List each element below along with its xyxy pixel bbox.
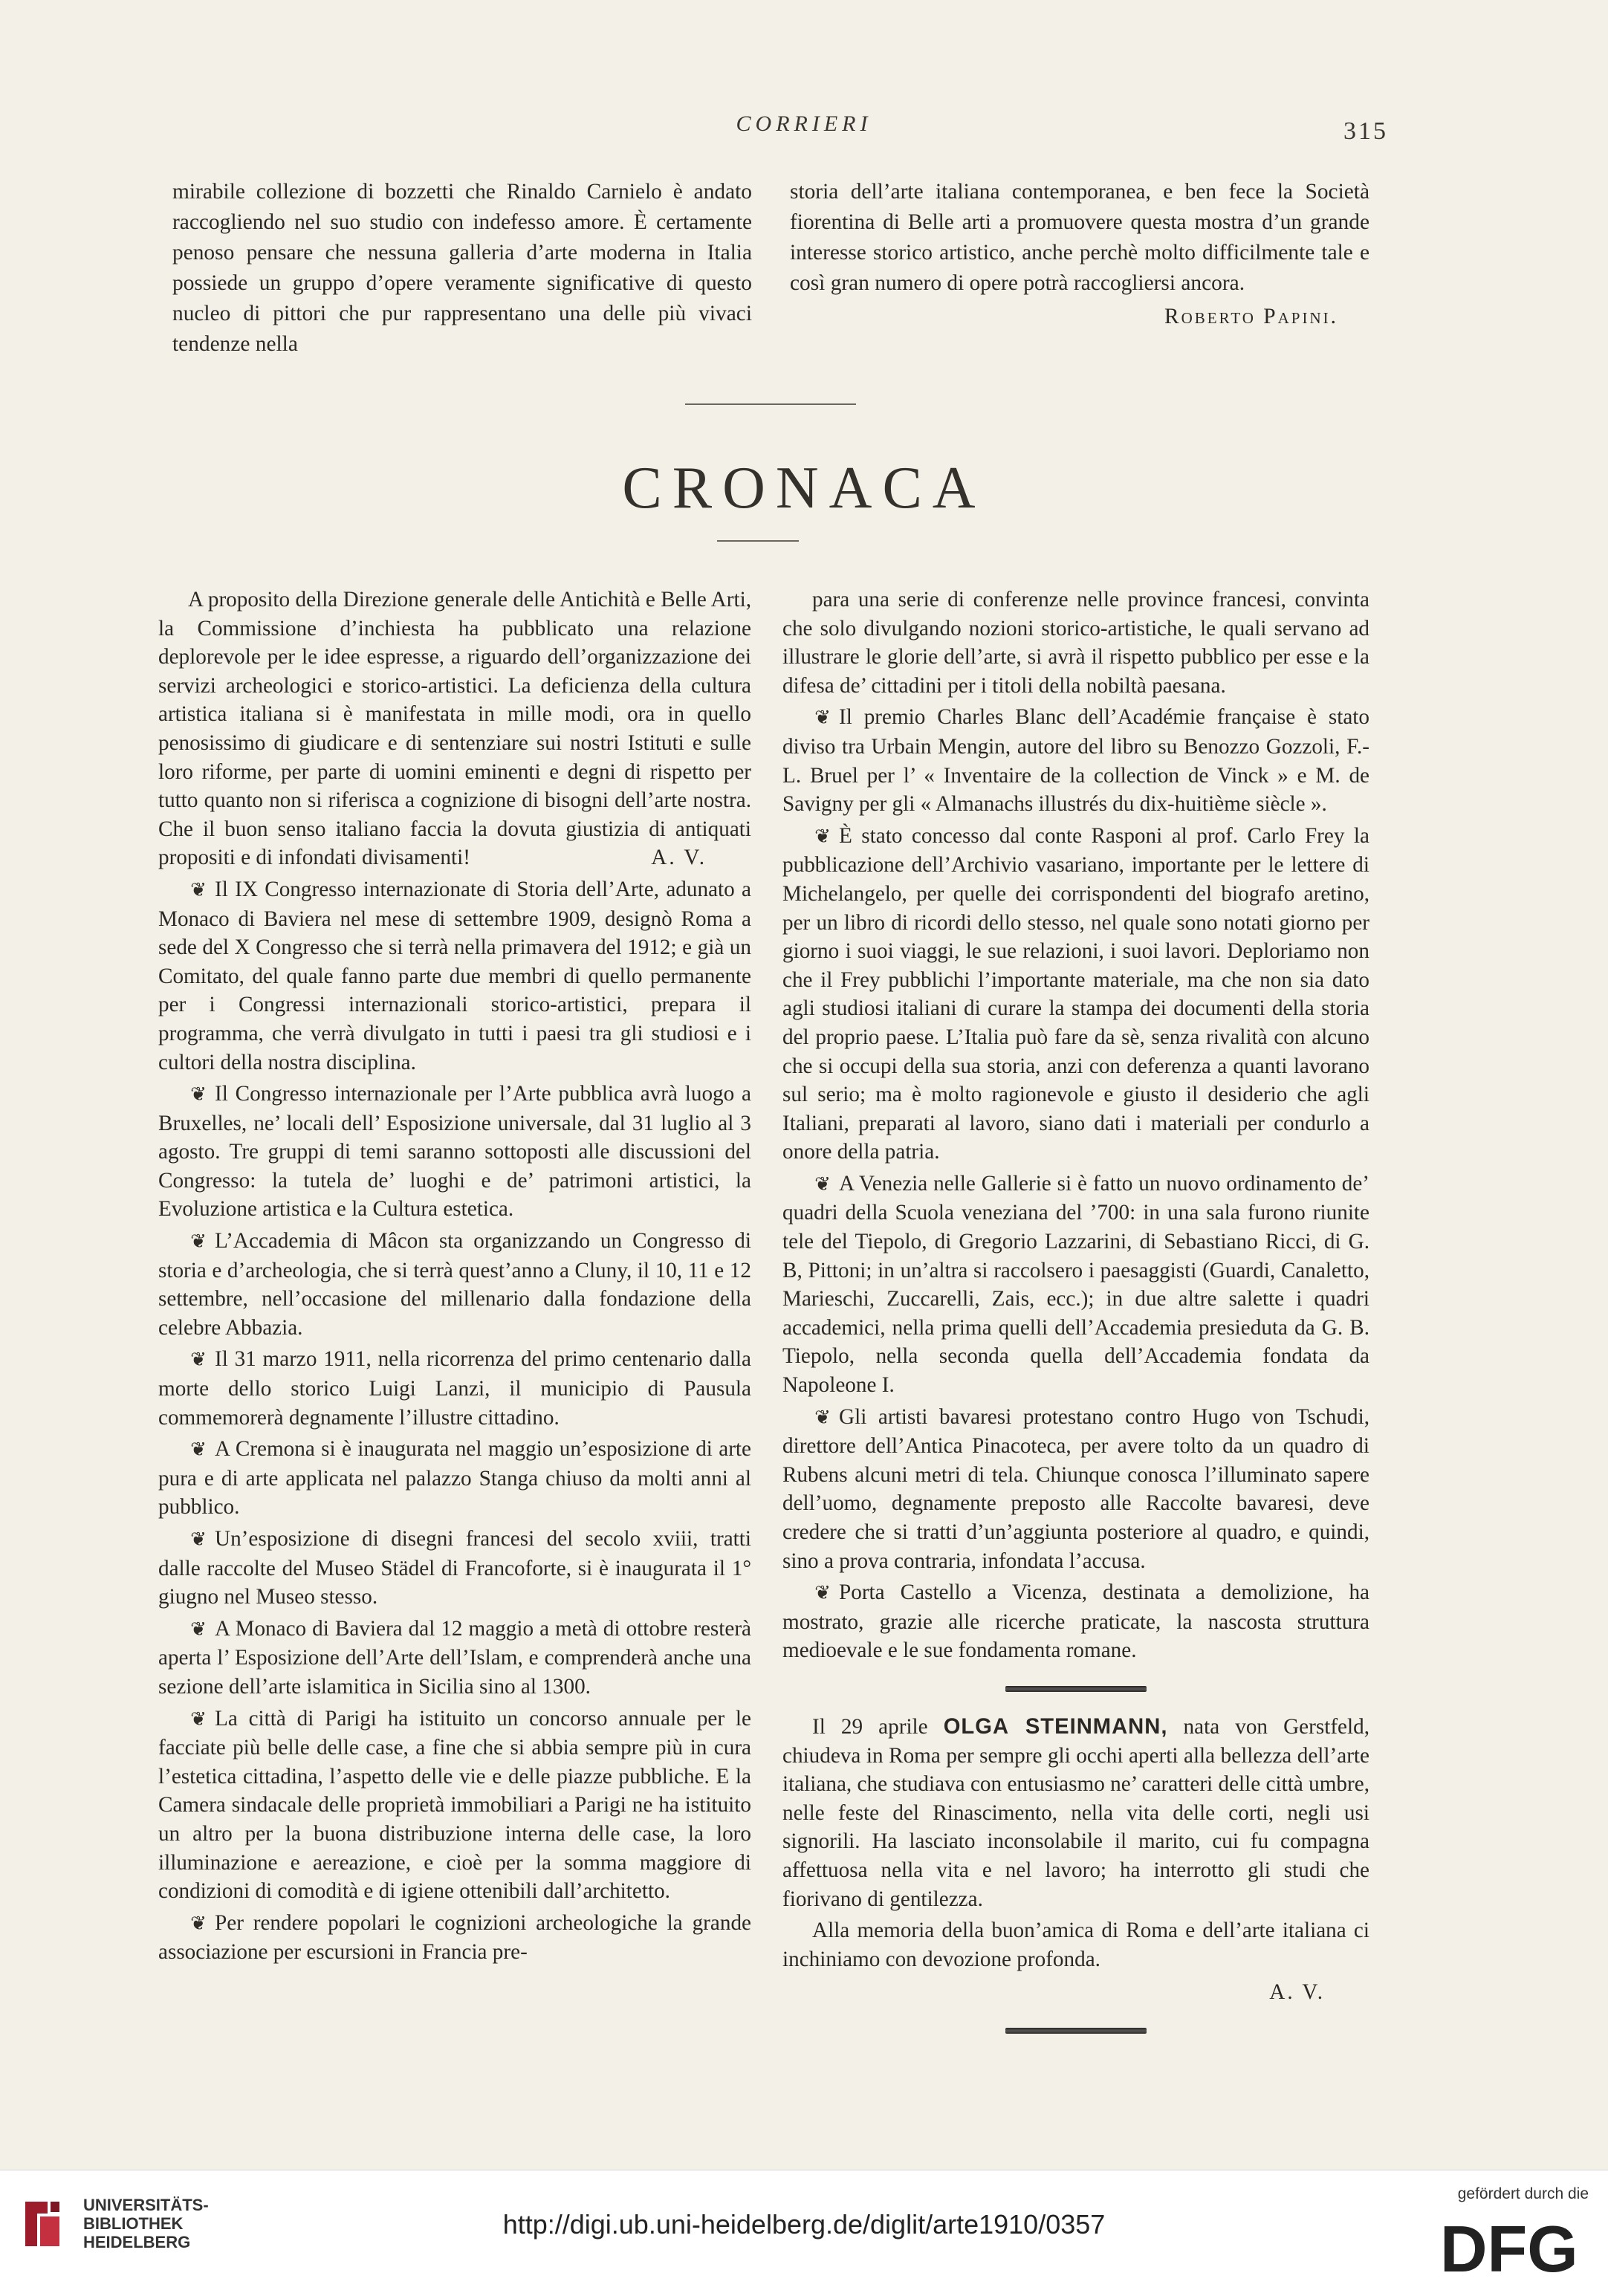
- news-text: A proposito della Direzione generale delle Antichità e Belle Arti, la Commissione d’inchiesta ha pubblicato una relazione deplorevole per le idee espresse, a riguardo dell’organizzazione dei servizi archeologici e storico-artistici. La deficienza della cultura artistica italiana si è manifestata in mille modi, ora in quello penosissimo di giudicare e di sentenziare sui nostri Istituti e sulle loro riforme, per parte di uomini eminenti e degni di rispetto per tutto quanto non si riferisca a cognizione di bisogni dell’arte nostra. Che il buon senso italiano faccia la dovuta giustizia di antiquati propositi e di infondati divisamenti!: [158, 588, 751, 870]
- news-text: È stato concesso dal conte Rasponi al prof. Carlo Frey la pubblicazione dell’Archivio vasariano, importante per le lettere di Michelangelo, per quelle dei corrispondenti del biografo aretino, per un libro di ricordi dello stesso, nel quale sono notati giorno per giorno i suoi viaggi, le sue relazioni, i suoi lavori. Deploriamo non che il Frey pubblichi l’importante materiale, ma che non sia dato agli studiosi italiani di curare la stampa dei documenti della storia del proprio paese. L’Italia può fare da sè, senza rivalità con alcuno che si occupi della sua storia, anzi con deferenza a quanti lavorano sul serio; ma è molto ragionevole e giusto il desiderio che agli Italiani, preparati al lavoro, siano dati i materiali per condurlo a onore della patria.: [782, 823, 1369, 1164]
- news-text: Gli artisti bavaresi protestano contro Hugo von Tschudi, direttore dell’Antica Pinacoteca, per avere tolto da un quadro di Rubens alcuni metri di tela. Chiunque conosca l’illuminato sapere dell’uomo, degnamente preposto alle Raccolte bavaresi, deve credere che si tratti d’un’aggiunta posteriore al quadro, e quindi, sino a prova contraria, infondata l’accusa.: [782, 1404, 1369, 1573]
- news-text: L’Accademia di Mâcon sta organizzando un Congresso di storia e d’archeologia, che si terrà quest’anno a Cluny, il 10, 11 e 12 settembre, nell’occasione del millenario dalla fondazione della celebre Abbazia.: [158, 1229, 751, 1340]
- obituary-name: OLGA STEINMANN,: [943, 1714, 1168, 1739]
- news-text: Per rendere popolari le cognizioni archeologiche la grande associazione per escursioni in Francia pre-: [158, 1910, 751, 1965]
- news-paragraph: [782, 586, 1369, 700]
- fleuron-ornament-icon: ❦: [190, 1618, 207, 1640]
- paragraph: mirabile collezione di bozzetti che Rinaldo Carnielo è andato raccogliendo nel suo studio con indefesso amore. È certamente penoso pensare che nessuna galleria d’arte moderna in Italia possiede un gruppo d’opere veramente significative di questo nucleo di pittori che pur rappresentano una delle più vivaci tendenze nella: [172, 180, 752, 356]
- fleuron-ornament-icon: ❦: [190, 878, 207, 901]
- news-text: A Cremona si è inaugurata nel maggio un’esposizione di arte pura e di arte applicata nel palazzo Stanga chiuso da molti anni al pubblico.: [158, 1437, 751, 1520]
- ornamental-divider: [1005, 1686, 1147, 1692]
- news-text: A Monaco di Baviera dal 12 maggio a metà di ottobre resterà aperta l’ Esposizione dell’Arte dell’Islam, e comprenderà anche una sezione dell’arte islamitica in Sicilia sino al 1300.: [158, 1616, 751, 1699]
- obituary-closing: Alla memoria della buon’amica di Roma e dell’arte italiana ci inchiniamo con devozione profonda.: [782, 1919, 1369, 1971]
- fleuron-ornament-icon: ❦: [190, 1528, 207, 1550]
- news-paragraph: [782, 822, 1369, 1167]
- news-paragraph: [782, 1403, 1369, 1576]
- dfg-logo-icon: [1440, 2215, 1589, 2277]
- fleuron-ornament-icon: ❦: [814, 707, 831, 729]
- divider-rule: [717, 540, 799, 542]
- library-name-line: BIBLIOTHEK: [83, 2214, 184, 2233]
- library-name-line: HEIDELBERG: [83, 2233, 191, 2251]
- news-text: Il Congresso internazionale per l’Arte pubblica avrà luogo a Bruxelles, ne’ locali dell’ Esposizione universale, dal 31 luglio al 3 agosto. Tre gruppi di temi saranno sottoposti alle discussioni del Congresso: la tutela de’ luoghi e de’ patrimoni artistici, la Evoluzione artistica e la Cultura estetica.: [158, 1082, 751, 1222]
- fleuron-ornament-icon: ❦: [190, 1439, 207, 1461]
- previous-article-left-column: [172, 177, 752, 360]
- previous-article-right-column: [790, 177, 1369, 332]
- fleuron-ornament-icon: ❦: [190, 1708, 207, 1730]
- news-paragraph: [158, 1227, 751, 1342]
- fleuron-ornament-icon: ❦: [814, 1406, 831, 1428]
- news-paragraph: [158, 1435, 751, 1522]
- news-text: Un’esposizione di disegni francesi del secolo xviii, tratti dalle raccolte del Museo Städel di Francoforte, si è inaugurata il 1° giugno nel Museo stesso.: [158, 1527, 751, 1609]
- cronaca-left-column: [158, 586, 751, 1967]
- digitization-footer: [0, 2170, 1608, 2296]
- fleuron-ornament-icon: ❦: [190, 1349, 207, 1371]
- fleuron-ornament-icon: ❦: [190, 1230, 207, 1253]
- news-paragraph: [158, 586, 751, 872]
- news-paragraph: [158, 1909, 751, 1967]
- divider-rule: [685, 403, 856, 405]
- funded-by-label: gefördert durch die: [1457, 2185, 1589, 2202]
- news-text: Porta Castello a Vicenza, destinata a demolizione, ha mostrato, grazie alle ricerche praticate, la nascosta struttura medioevale e le sue fondamenta romane.: [782, 1580, 1369, 1663]
- news-paragraph: [782, 1578, 1369, 1665]
- fleuron-ornament-icon: ❦: [814, 1173, 831, 1195]
- news-text: A Venezia nelle Gallerie si è fatto un nuovo ordinamento de’ quadri della Scuola veneziana del ’700: in una sala furono riunite tele del Tiepolo, di Gregorio Lazzarini, di Sebastiano Ricci, di G. B, Pittoni; in un’altra si raccolsero i paesaggisti (Guardi, Canaletto, Marieschi, Zuccarelli, Zais, ecc.); in due altre salette i quadri accademici, nella prima quelli dell’Accademia presieduta da G. B. Tiepolo, nella seconda quella dell’Accademia fondata da Napoleone I.: [782, 1171, 1369, 1398]
- news-paragraph: [158, 1080, 751, 1224]
- news-paragraph: [158, 1345, 751, 1432]
- news-text: La città di Parigi ha istituito un concorso annuale per le facciate più belle delle case, a fine che si abbia sempre più in cura l’estetica cittadina, l’aspetto delle vie e delle piazze pubbliche. E la Camera sindacale delle proprietà immobiliari a Parigi ne ha istituito un altro per la buona distribuzione interna delle case, la loro illuminazione e aereazione, e cioè per la somma maggiore di condizioni di comodità e di igiene ottenibili dall’architetto.: [158, 1706, 751, 1904]
- news-paragraph: [782, 1170, 1369, 1400]
- obituary-signature: A. V.: [1269, 1980, 1325, 2005]
- paragraph-signature: A. V.: [651, 846, 707, 870]
- fleuron-ornament-icon: ❦: [190, 1912, 207, 1934]
- fleuron-ornament-icon: ❦: [814, 1582, 831, 1604]
- news-text: Il IX Congresso internazionate di Storia dell’Arte, adunato a Monaco di Baviera nel mese di settembre 1909, designò Roma a sede del X Congresso che si terrà nella primavera del 1912; e già un Comitato, del quale fanno parte due membri di quello permanente per i Congressi internazionali storico-artistici, prepara il programma, che verrà divulgato in tutti i paesi tra gli studiosi e i cultori della nostra disciplina.: [158, 877, 751, 1074]
- news-paragraph: [158, 1525, 751, 1612]
- page-number: 315: [1343, 117, 1388, 145]
- paragraph: storia dell’arte italiana contemporanea, e ben fece la Società fiorentina di Belle arti a promuovere questa mostra d’un grande interesse storico artistico, anche perchè molto difficilmente tale e così gran numero di opere potrà raccogliersi ancora.: [790, 180, 1369, 295]
- library-name-line: UNIVERSITÄTS-: [83, 2196, 209, 2214]
- fleuron-ornament-icon: ❦: [190, 1083, 207, 1106]
- section-title: CRONACA: [622, 455, 986, 521]
- news-paragraph: [158, 875, 751, 1077]
- news-paragraph: [158, 1615, 751, 1702]
- source-url-link[interactable]: http://digi.ub.uni-heidelberg.de/diglit/arte1910/0357: [502, 2209, 1106, 2240]
- news-text: Il 31 marzo 1911, nella ricorrenza del primo centenario dalla morte dello storico Luigi Lanzi, il municipio di Pausula commemorerà degnamente l’illustre cittadino.: [158, 1347, 751, 1430]
- news-text: para una serie di conferenze nelle province francesi, convinta che solo divulgando nozioni storico-artistiche, le quali servano ad illustrare le glorie dell’arte, si avrà il rispetto pubblico per esse e la difesa de’ cittadini per i titoli della nobiltà paesana.: [782, 588, 1369, 698]
- fleuron-ornament-icon: ❦: [814, 825, 831, 847]
- news-paragraph: [782, 703, 1369, 818]
- running-head: [0, 111, 1608, 149]
- obituary-paragraph: [782, 1713, 1369, 1913]
- news-paragraph: [158, 1705, 751, 1906]
- dfg-logo-text: DFG: [1440, 2215, 1578, 2277]
- ornamental-divider: [1005, 2028, 1147, 2034]
- running-title: CORRIERI: [736, 111, 872, 136]
- cronaca-right-column: [782, 586, 1369, 2055]
- obituary-intro: Il 29 aprile: [812, 1714, 928, 1739]
- author-signature: Roberto Papini.: [1164, 305, 1338, 328]
- news-text: Il premio Charles Blanc dell’Académie française è stato diviso tra Urbain Mengin, autore del libro su Benozzo Gozzoli, F.-L. Bruel per l’ « Inventaire de la collection de Vinck » e M. de Savigny per gli « Almanachs illustrés du dix-huitième siècle ».: [782, 705, 1369, 817]
- obituary-text: nata von Gerstfeld, chiudeva in Roma per sempre gli occhi aperti alla bellezza dell’arte italiana, che studiava con entusiasmo ne’ caratteri delle città umbre, nelle feste del Rinascimento, nella vita delle corti, negli usi signorili. Ha lasciato inconsolabile il marito, cui fu compagna affettuosa nella vita e nel lavoro; ha interrotto gli studi che fiorivano di gentilezza.: [782, 1714, 1370, 1911]
